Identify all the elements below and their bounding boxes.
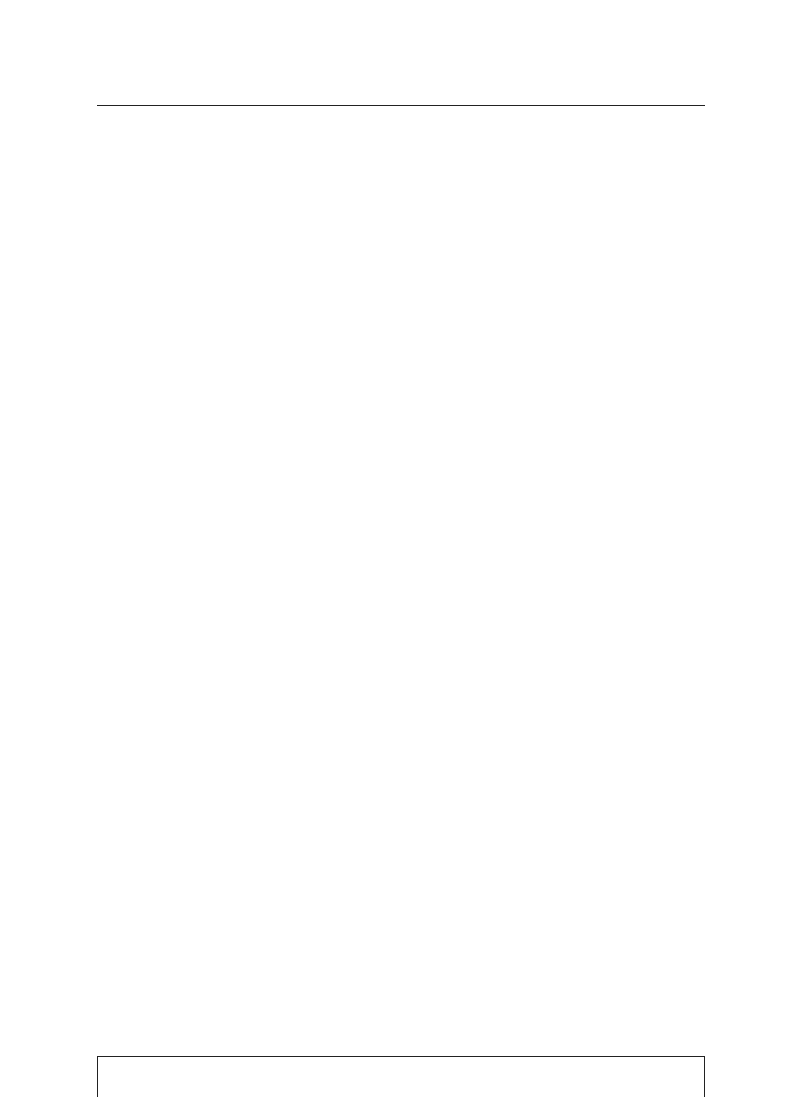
entry-heading (110, 121, 710, 142)
header-rule (97, 105, 705, 106)
document-body (110, 121, 710, 162)
entry-3-12 (110, 121, 710, 162)
entry-definition (110, 142, 710, 163)
